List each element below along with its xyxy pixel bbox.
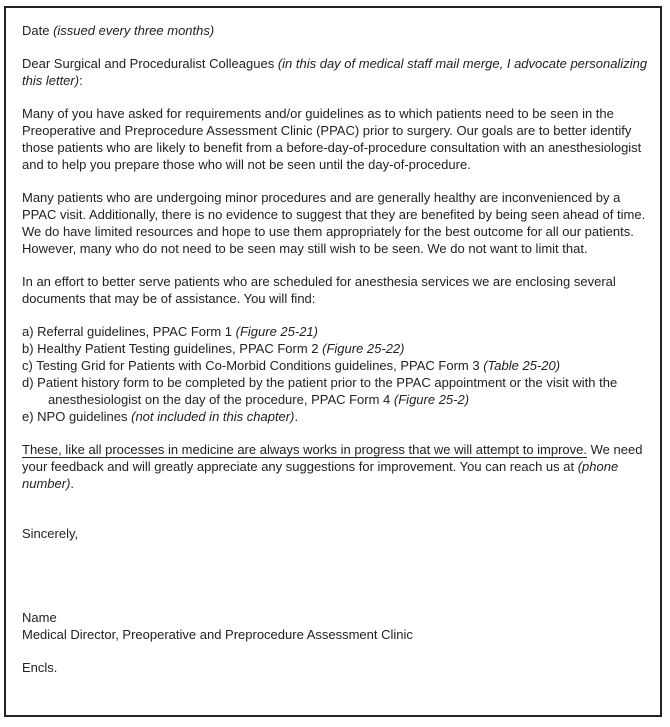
list-item-text: d) Patient history form to be completed by the patient prior to the PPAC appointment or the visit with the anesthesiologist on the day of the procedure, PPAC Form 4 — [22, 375, 618, 407]
enclosures: Encls. — [22, 660, 58, 675]
date-text: Date — [22, 23, 54, 38]
list-item — [22, 357, 654, 374]
closing-paragraph — [22, 441, 654, 492]
salutation-end: : — [79, 73, 83, 88]
closing-underlined: These, like all processes in medicine are always works in progress that we will attempt to improve. — [22, 442, 588, 457]
closing-phone: (phone number) — [22, 459, 619, 491]
signer-title: Medical Director, Preoperative and Preprocedure Assessment Clinic — [22, 627, 413, 642]
list-item-ref: (Figure 25-2) — [393, 392, 470, 407]
list-item — [22, 408, 654, 425]
list-item — [22, 323, 654, 340]
list-item-text: c) Testing Grid for Patients with Co-Morbid Conditions guidelines, PPAC Form 3 — [22, 358, 484, 373]
salutation-note: (in this day of medical staff mail merge, I advocate personalizing this letter) — [22, 56, 648, 88]
list-item-text: b) Healthy Patient Testing guidelines, PPAC Form 2 — [22, 341, 323, 356]
list-item — [22, 374, 654, 408]
list-item-end: . — [294, 409, 299, 424]
list-item-text: e) NPO guidelines — [22, 409, 132, 424]
closing-rest: We need your feedback and will greatly appreciate any suggestions for improvement. You can reach us at — [22, 442, 643, 474]
paragraph-2: Many patients who are undergoing minor procedures and are generally healthy are inconvenienced by a PPAC visit. Additionally, there is no evidence to suggest that they are benefited by being seen ahead of time. We do have limited resources and hope to use them appropriately for the best outcome for all our patients. However, many who do not need to be seen may still wish to be seen. We do not want to limit that. — [22, 190, 646, 256]
closing-end: . — [70, 476, 75, 491]
signature-block — [22, 609, 654, 643]
paragraph-3: In an effort to better serve patients who are scheduled for anesthesia services we are enclosing several documents that may be of assistance. You will find: — [22, 274, 616, 306]
sincerely: Sincerely, — [22, 526, 79, 541]
signer-name: Name — [22, 610, 57, 625]
letter-frame — [4, 6, 662, 717]
list-item-ref: (not included in this chapter) — [131, 409, 295, 424]
list-item-ref: (Figure 25-22) — [322, 341, 405, 356]
list-item — [22, 340, 654, 357]
date-line — [22, 22, 654, 39]
list-item-ref: (Table 25-20) — [483, 358, 561, 373]
salutation-text: Dear Surgical and Proceduralist Colleagues — [22, 56, 278, 71]
enclosure-list — [22, 323, 654, 425]
date-note: (issued every three months) — [53, 23, 215, 38]
list-item-text: a) Referral guidelines, PPAC Form 1 — [22, 324, 236, 339]
letter-body — [22, 22, 654, 692]
list-item-ref: (Figure 25-21) — [235, 324, 318, 339]
salutation — [22, 55, 654, 89]
paragraph-1: Many of you have asked for requirements and/or guidelines as to which patients need to be seen in the Preoperative and Preprocedure Assessment Clinic (PPAC) prior to surgery. Our goals are to better identify those patients who are likely to benefit from a before-day-of-procedure consultation with an anesthesiologist and to help you prepare those who will not be seen until the day-of-procedure. — [22, 106, 642, 172]
